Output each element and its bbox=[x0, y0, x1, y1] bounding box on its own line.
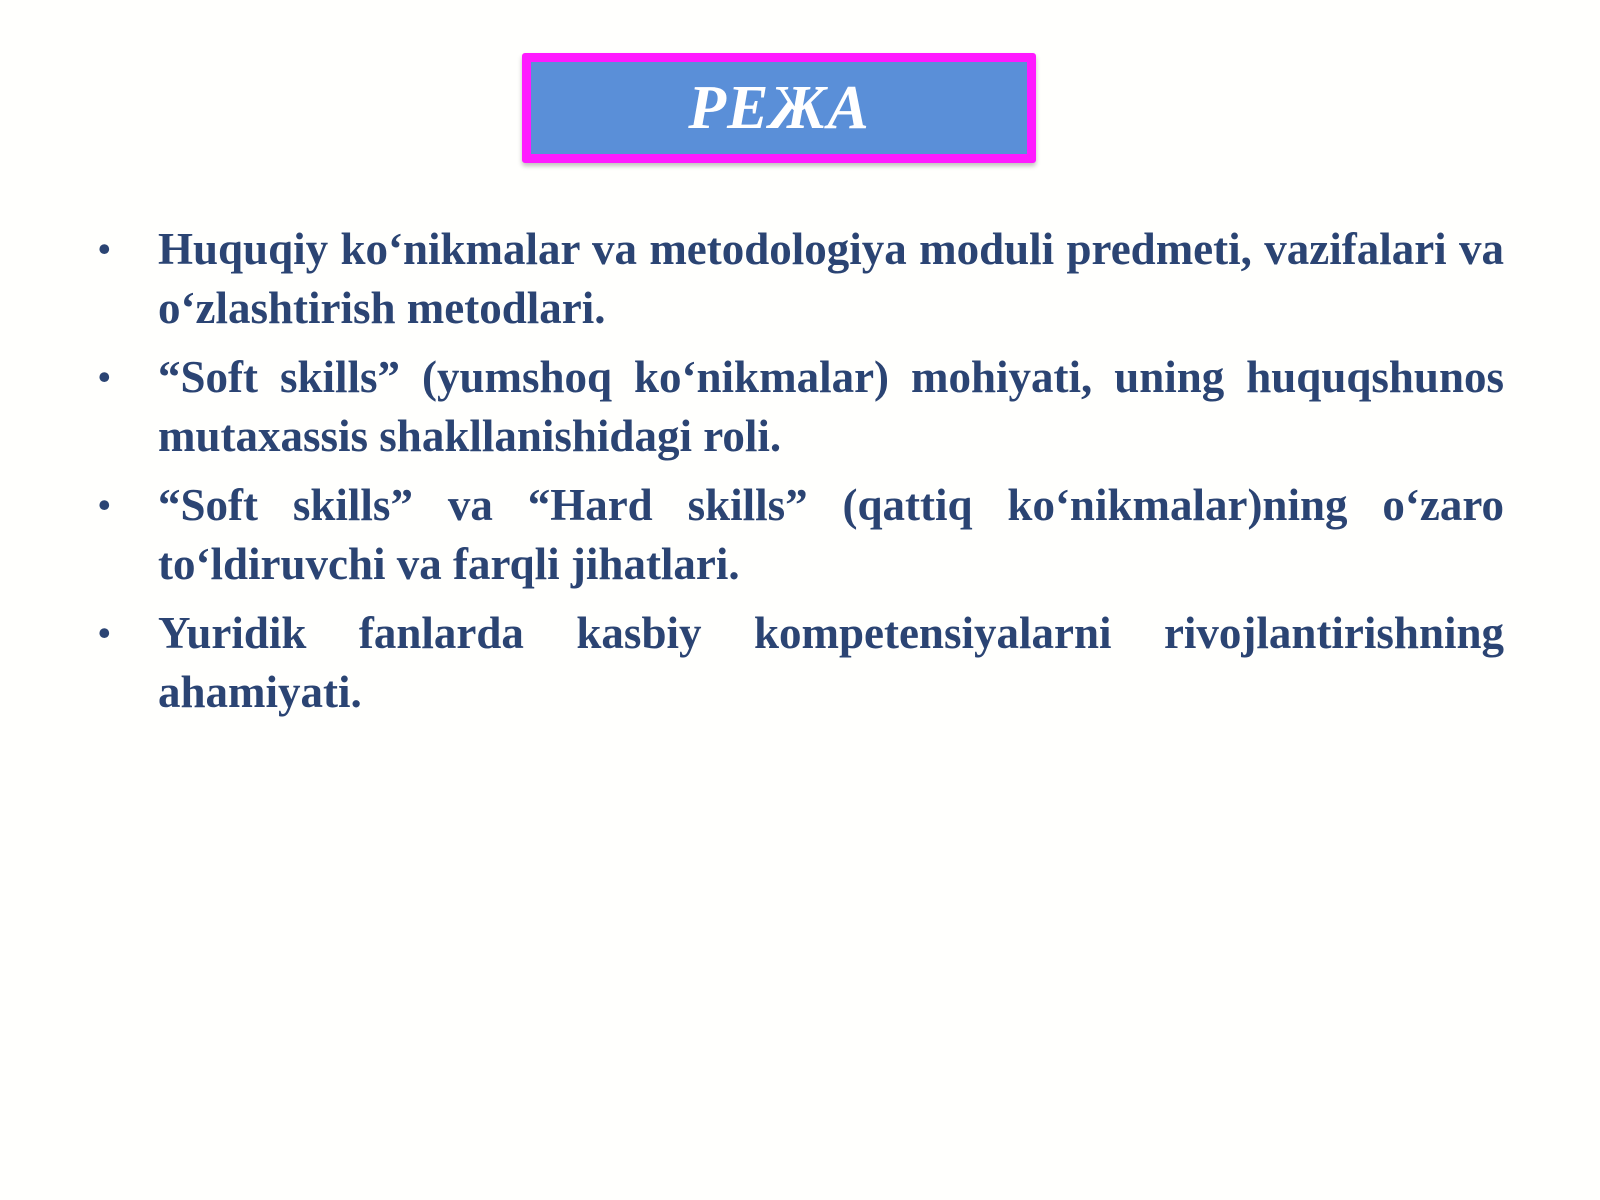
list-item bbox=[94, 348, 1504, 466]
bullet-icon: • bbox=[98, 229, 111, 269]
title-box bbox=[522, 53, 1036, 163]
bullet-list bbox=[94, 220, 1504, 732]
list-item-text: “Soft skills” va “Hard skills” (qattiq ko‘nikmalar)ning o‘zaro to‘ldiruvchi va farqli jihatlari. bbox=[158, 480, 1504, 589]
slide-title: РЕЖА bbox=[688, 74, 870, 142]
bullet-icon: • bbox=[98, 613, 111, 653]
bullet-icon: • bbox=[98, 485, 111, 525]
list-item bbox=[94, 604, 1504, 722]
list-item bbox=[94, 476, 1504, 594]
bullet-icon: • bbox=[98, 357, 111, 397]
list-item-text: Yuridik fanlarda kasbiy kompetensiyalarni rivojlantirishning ahamiyati. bbox=[158, 608, 1504, 717]
list-item-text: “Soft skills” (yumshoq ko‘nikmalar) mohiyati, uning huquqshunos mutaxassis shakllanishidagi roli. bbox=[158, 352, 1504, 461]
list-item bbox=[94, 220, 1504, 338]
list-item-text: Huquqiy ko‘nikmalar va metodologiya moduli predmeti, vazifalari va o‘zlashtirish metodlari. bbox=[158, 224, 1504, 333]
